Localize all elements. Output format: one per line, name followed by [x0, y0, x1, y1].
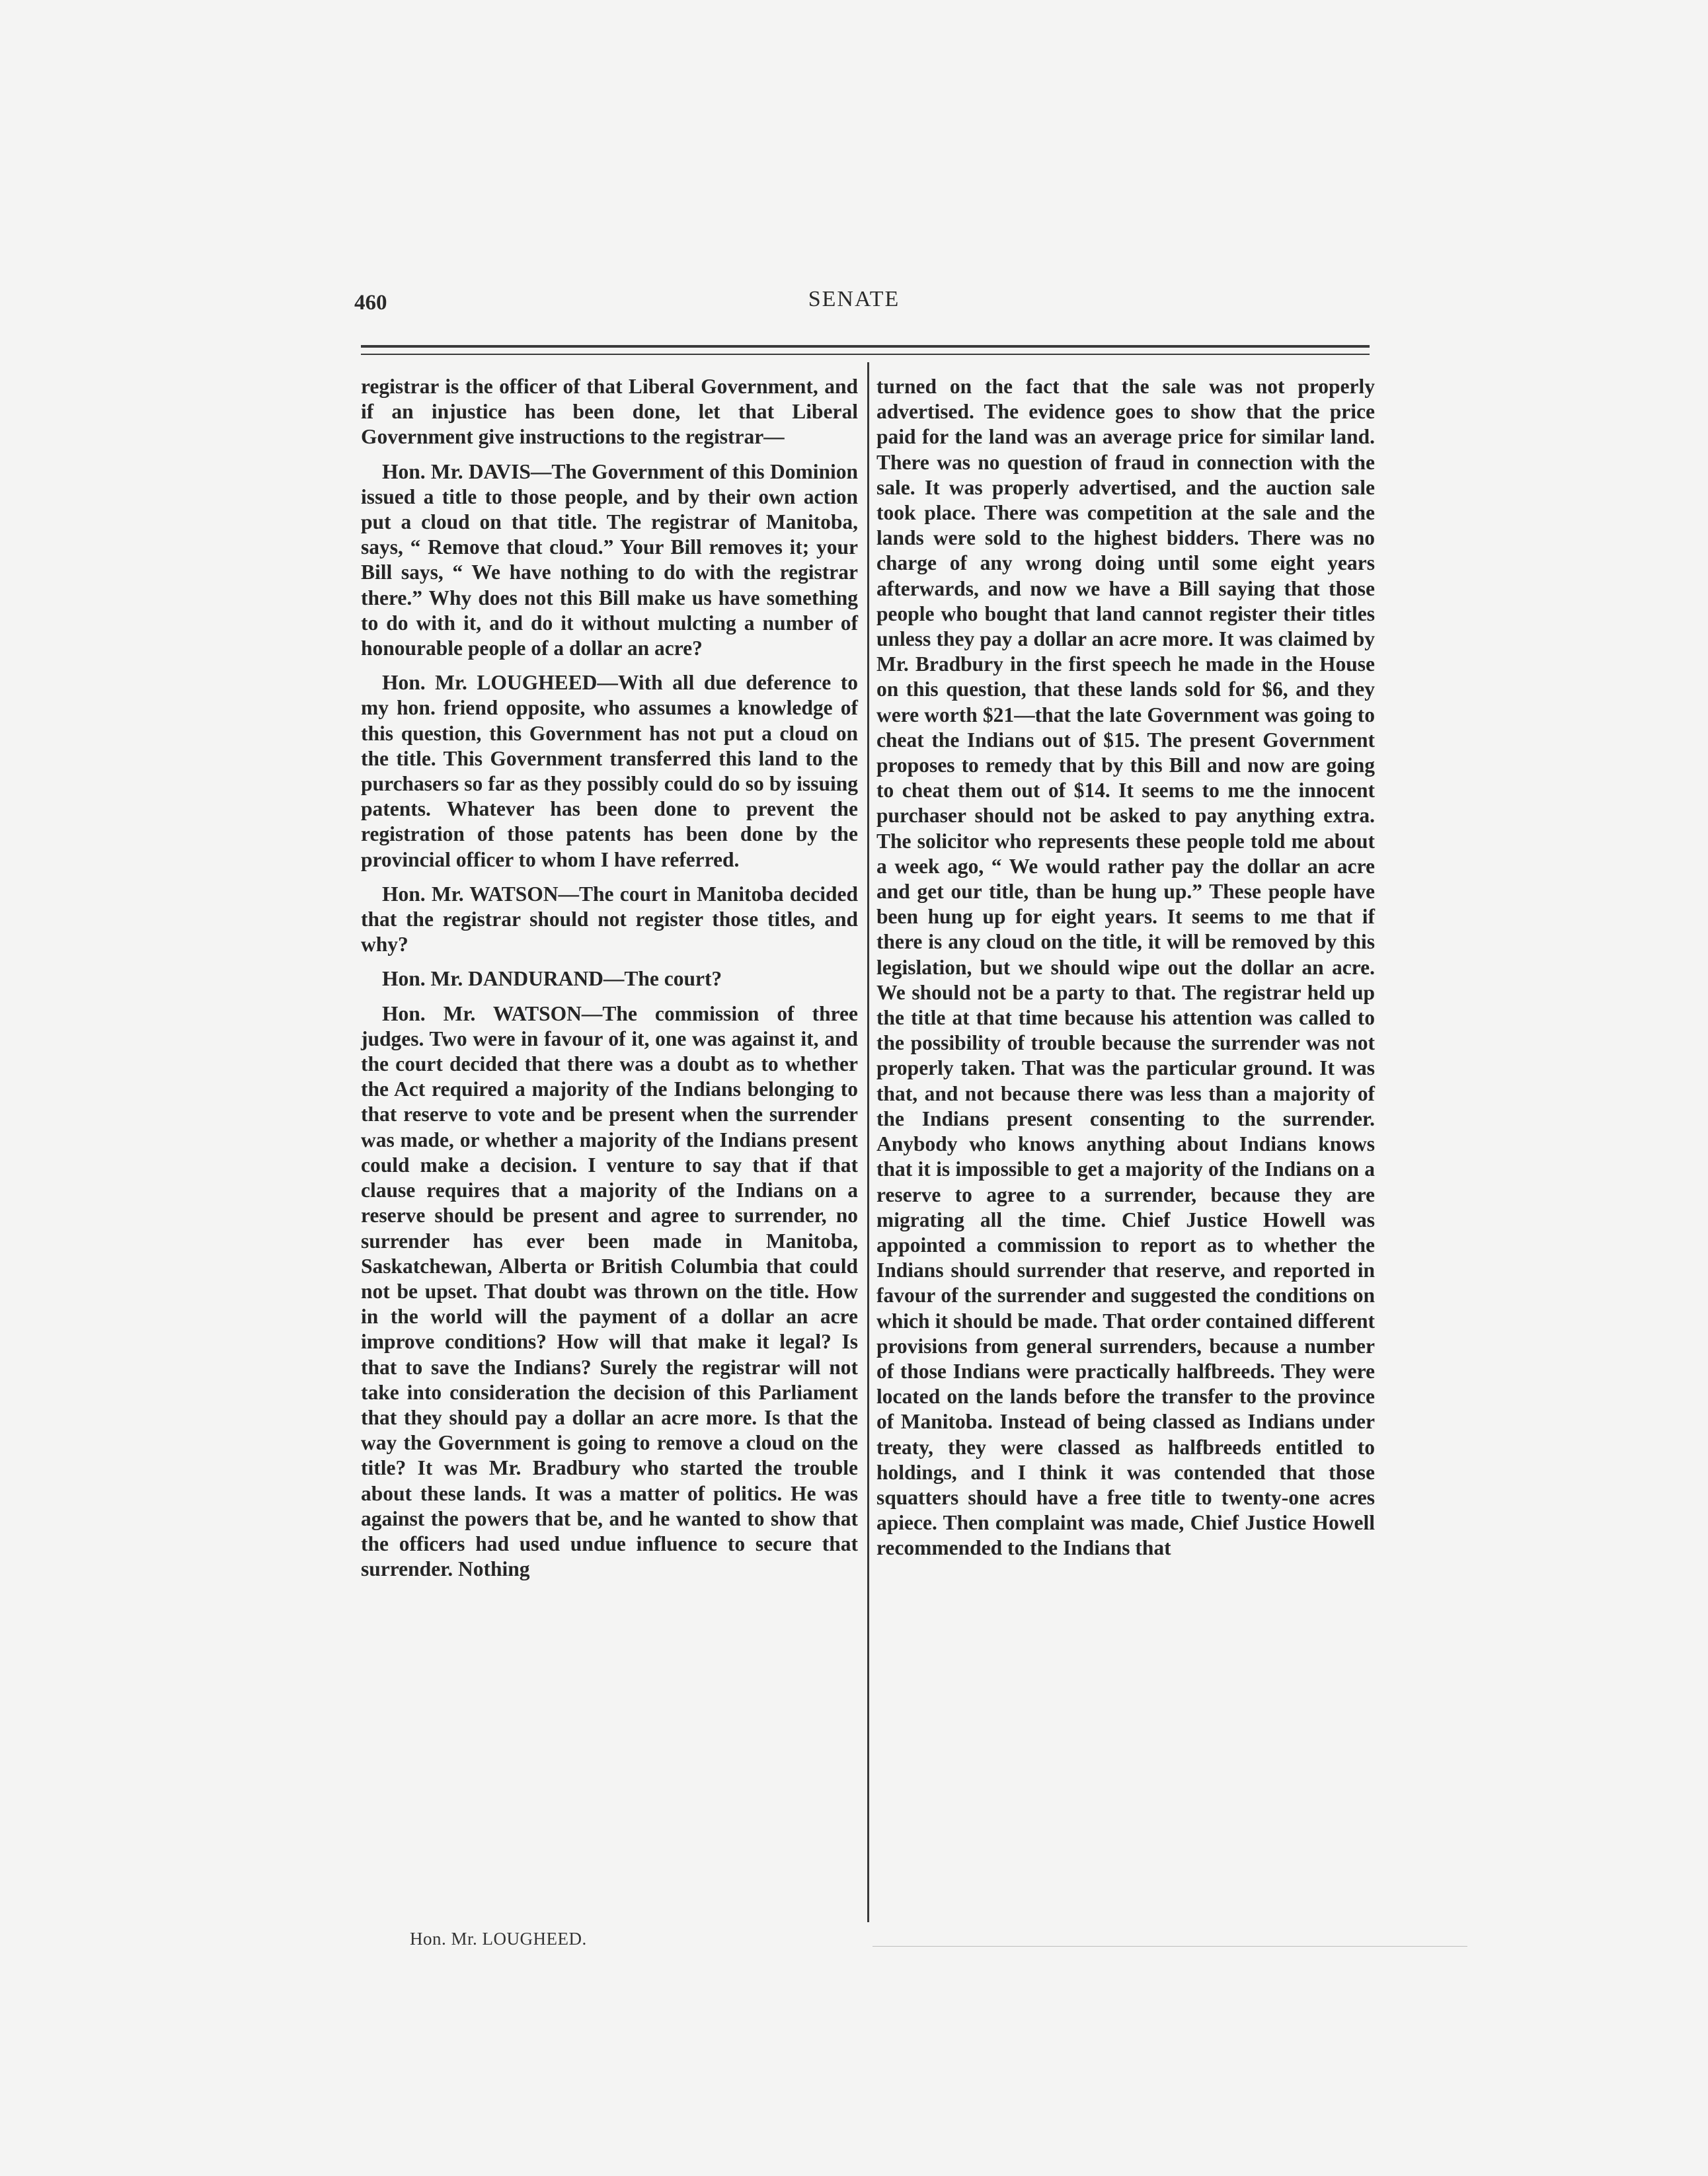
paragraph: Hon. Mr. WATSON—The commission of three judges. Two were in favour of it, one was against it, and the court decided that there was a doubt as to whether the Act required a majority of the Indians belonging to that reserve to vote and be present when the surrender was made, or whether a majority of the Indians present could make a decision. I venture to say that if that clause requires that a majority of the Indians on a reserve should be present and agree to surrender, no surrender has ever been made in Manitoba, Saskatchewan, Alberta or British Columbia that could not be upset. That doubt was thrown on the title. How in the world will the payment of a dollar an acre improve conditions? How will that make it legal? Is that to save the Indians? Surely the registrar will not take into consideration the decision of this Parliament that they should pay a dollar an acre more. Is that the way the Government is going to remove a cloud on the title? It was Mr. Bradbury who started the trouble about these lands. It was a matter of politics. He was against the powers that be, and he wanted to show that the officers had used undue influence to secure that surrender. Nothing: [361, 1001, 858, 1581]
running-head: SENATE: [808, 287, 900, 311]
header-rule-thick: [361, 345, 1370, 348]
footer-speaker-name: Hon. Mr. LOUGHEED.: [410, 1929, 587, 1949]
paragraph: Hon. Mr. WATSON—The court in Manitoba decided that the registrar should not register those titles, and why?: [361, 882, 858, 956]
paragraph: Hon. Mr. LOUGHEED—With all due deference to my hon. friend opposite, who assumes a knowledge of this question, this Government has not put a cloud on the title. This Government transferred this land to the purchasers so far as they possibly could do so by issuing patents. Whatever has been done to prevent the registration of those patents has been done by the provincial officer to whom I have referred.: [361, 671, 858, 871]
column-divider: [867, 362, 869, 1922]
right-column: [876, 374, 1375, 1571]
footer-rule: [873, 1946, 1467, 1947]
paragraph: registrar is the officer of that Liberal Government, and if an injustice has been done, let that Liberal Government give instructions to the registrar—: [361, 375, 858, 449]
paragraph: Hon. Mr. DAVIS—The Government of this Dominion issued a title to those people, and by their own action put a cloud on that title. The registrar of Manitoba, says, “ Remove that cloud.” Your Bill removes it; your Bill says, “ We have nothing to do with the registrar there.” Why does not this Bill make us have something to do with it, and do it without mulcting a number of honourable people of a dollar an acre?: [361, 459, 858, 660]
paragraph: turned on the fact that the sale was not properly advertised. The evidence goes to show that the price paid for the land was an average price for similar land. There was no question of fraud in connection with the sale. It was properly advertised, and the auction sale took place. There was competition at the sale and the lands were sold to the highest bidders. There was no charge of any wrong doing until some eight years afterwards, and now we have a Bill saying that those people who bought that land cannot register their titles unless they pay a dollar an acre more. It was claimed by Mr. Bradbury in the first speech he made in the House on this question, that these lands sold for $6, and they were worth $21—that the late Government was going to cheat the Indians out of $15. The present Government proposes to remedy that by this Bill and now are going to cheat them out of $14. It seems to me the innocent purchaser should not be asked to pay anything extra. The solicitor who represents these people told me about a week ago, “ We would rather pay the dollar an acre and get our title, than be hung up.” These people have been hung up for eight years. It seems to me that if there is any cloud on the title, it will be removed by this legislation, but we should wipe out the dollar an acre. We should not be a party to that. The registrar held up the title at that time because his attention was called to the possibility of trouble because the surrender was not properly taken. That was the particular ground. It was that, and not because there was less than a majority of the Indians present consenting to the surrender. Anybody who knows anything about Indians knows that it is impossible to get a majority of the Indians on a reserve to agree to a surrender, because they are migrating all the time. Chief Justice Howell was appointed a commission to report as to whether the Indians should surrender that reserve, and reported in favour of the surrender and suggested the conditions on which it should be made. That order contained different provisions from general surrenders, because a number of those Indians were practically halfbreeds. They were located on the lands before the transfer to the province of Manitoba. Instead of being classed as Indians under treaty, they were classed as halfbreeds entitled to holdings, and I think it was contended that those squatters should have a free title to twenty-one acres apiece. Then complaint was made, Chief Justice Howell recommended to the Indians that: [876, 375, 1375, 1560]
left-column: [361, 374, 858, 1591]
page-number: 460: [354, 291, 387, 315]
header-rule-thin: [361, 354, 1370, 355]
paragraph: Hon. Mr. DANDURAND—The court?: [382, 967, 722, 991]
